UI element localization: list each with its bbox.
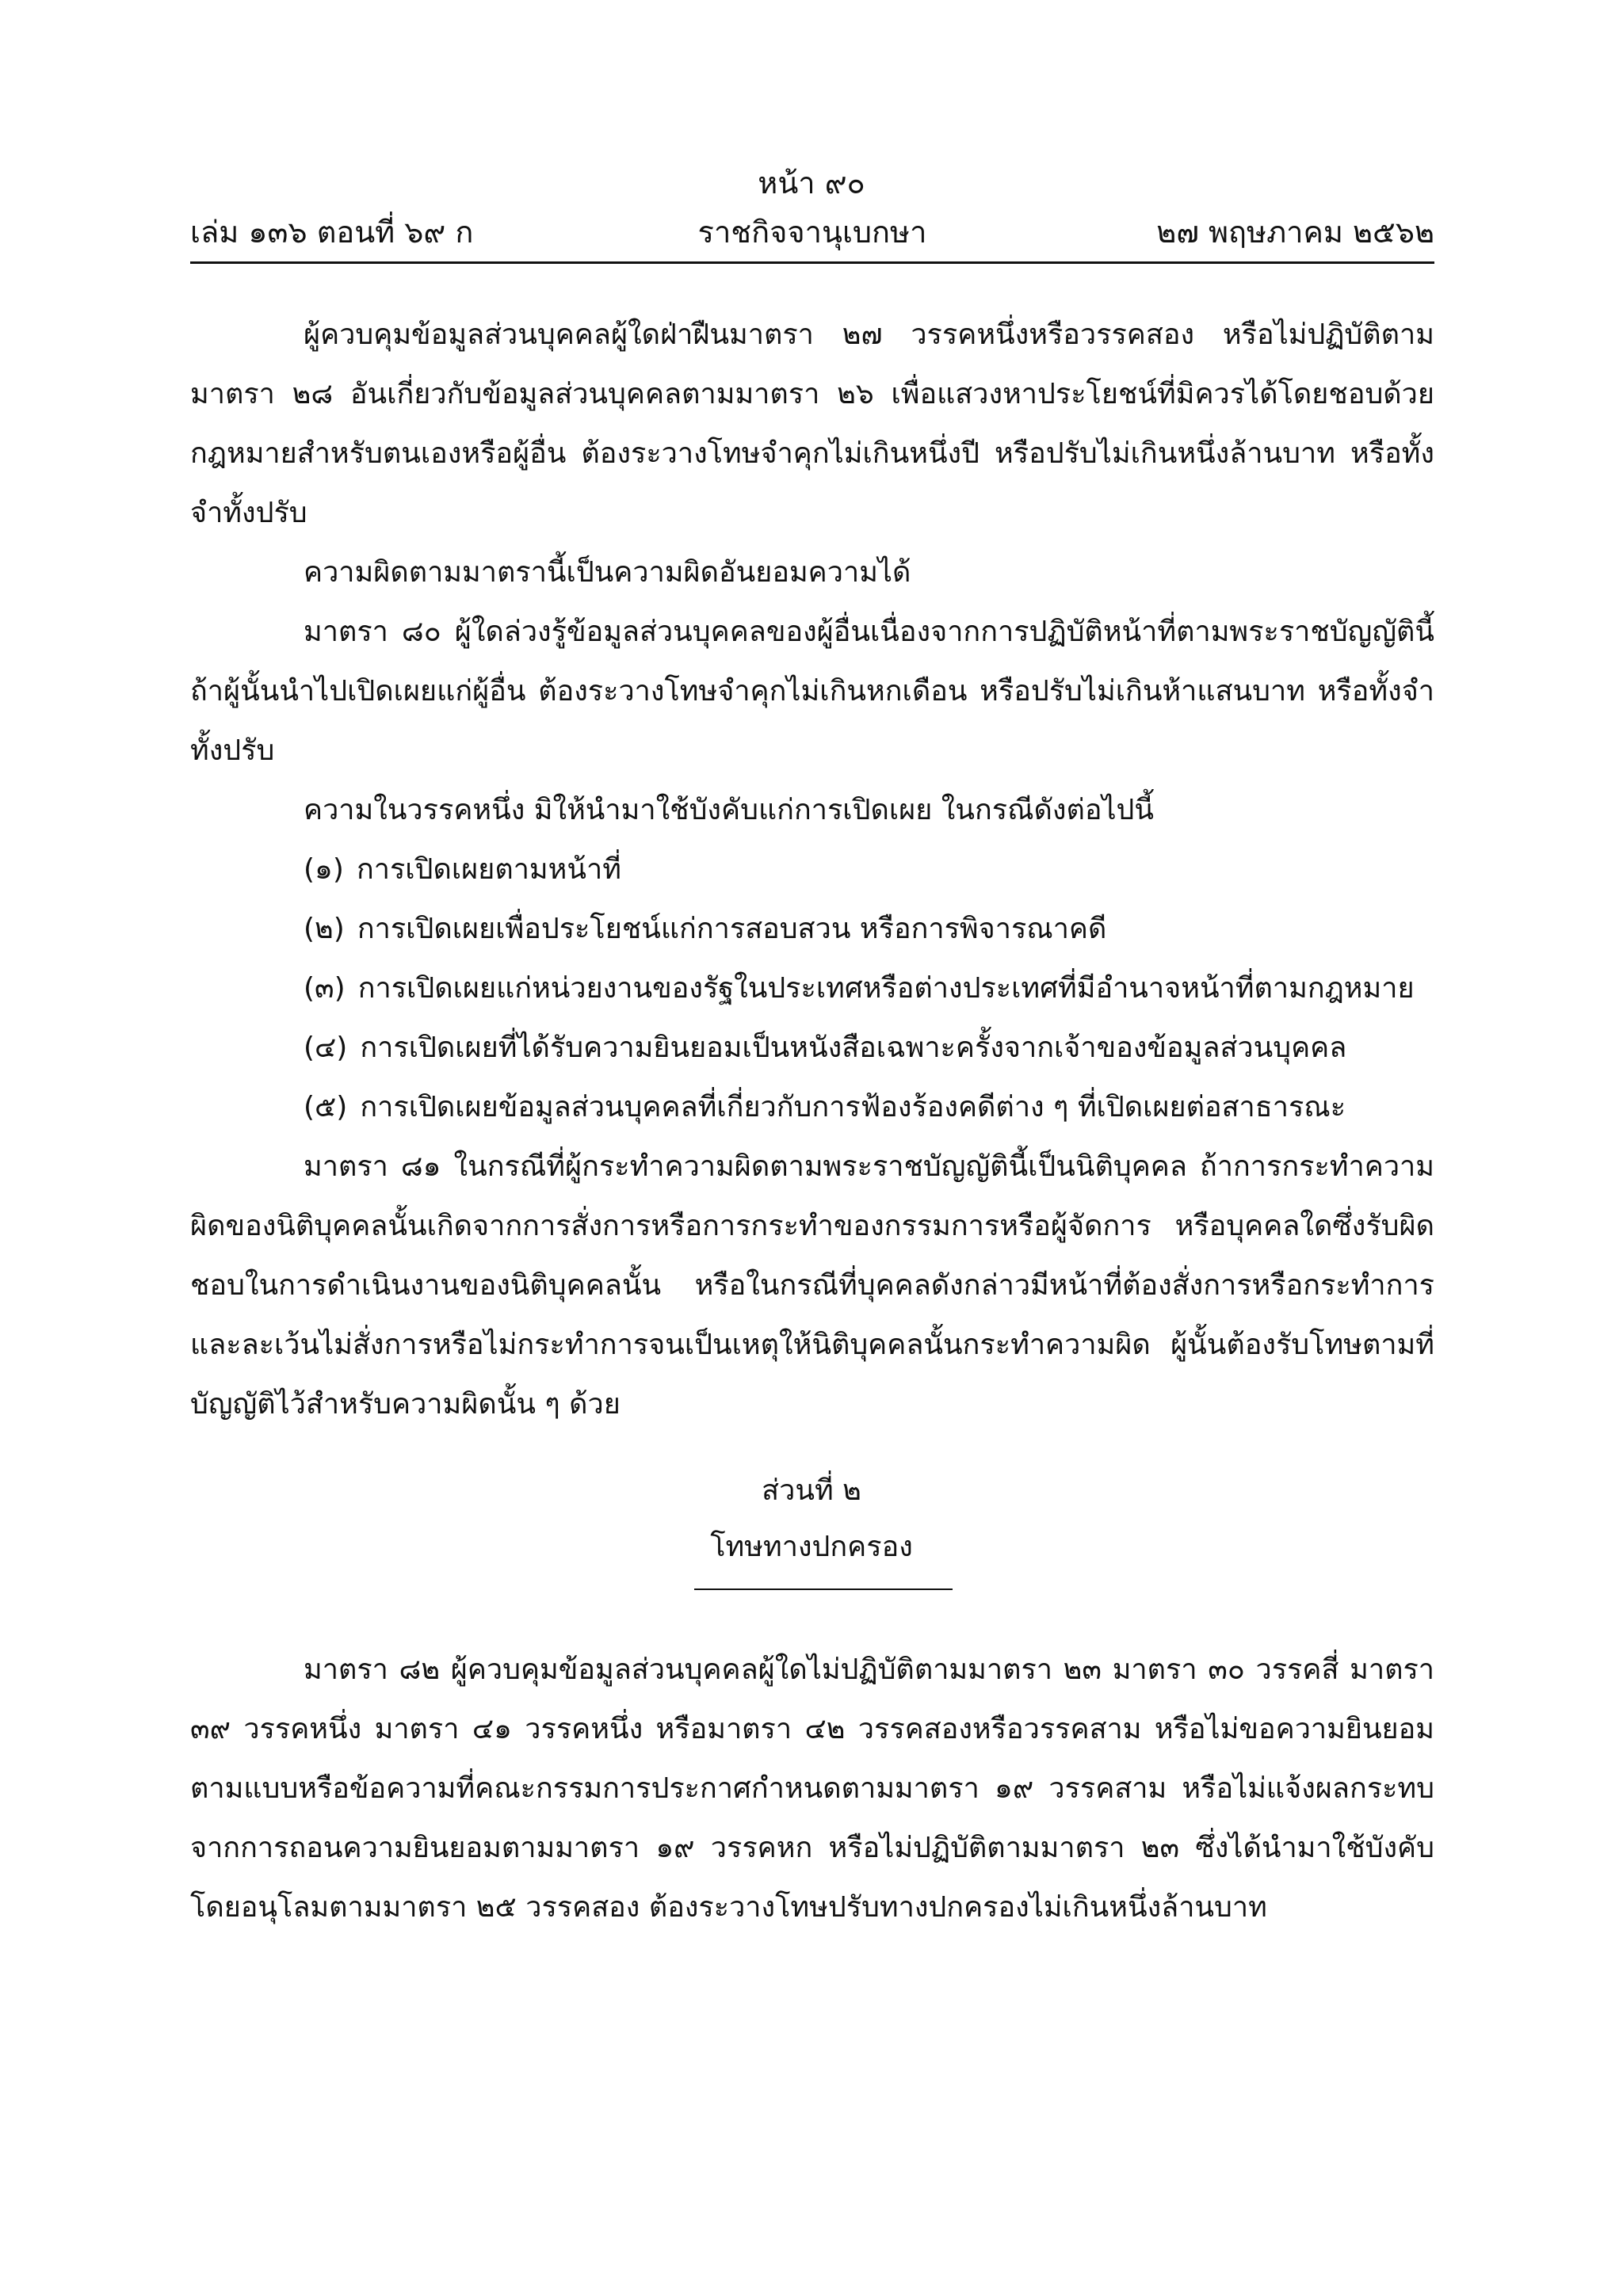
- paragraph-section-81: มาตรา ๘๑ ในกรณีที่ผู้กระทำความผิดตามพระราชบัญญัตินี้เป็นนิติบุคคล ถ้าการกระทำความผิดของนิติบุคคลนั้นเกิดจากการสั่งการหรือการกระทำของกรรมการหรือผู้จัดการ หรือบุคคลใดซึ่งรับผิดชอบในการดำเนินงานของนิติบุคคลนั้น หรือในกรณีที่บุคคลดังกล่าวมีหน้าที่ต้องสั่งการหรือกระทำการและละเว้นไม่สั่งการหรือไม่กระทำการจนเป็นเหตุให้นิติบุคคลนั้นกระทำความผิด ผู้นั้นต้องรับโทษตามที่บัญญัติไว้สำหรับความผิดนั้น ๆ ด้วย: [190, 1150, 1434, 1421]
- list-item-number: (๔): [304, 1032, 348, 1064]
- list-item: [304, 840, 1434, 899]
- paragraph-section-80: มาตรา ๘๐ ผู้ใดล่วงรู้ข้อมูลส่วนบุคคลของผู้อื่นเนื่องจากการปฏิบัติหน้าที่ตามพระราชบัญญัตินี้ ถ้าผู้นั้นนำไปเปิดเผยแก่ผู้อื่น ต้องระวางโทษจำคุกไม่เกินหกเดือน หรือปรับไม่เกินห้าแสนบาท หรือทั้งจำทั้งปรับ: [190, 616, 1434, 767]
- page-number: หน้า ๙๐: [758, 166, 865, 200]
- part-divider: [694, 1589, 953, 1590]
- paragraph-exceptions-intro: ความในวรรคหนึ่ง มิให้นำมาใช้บังคับแก่การเปิดเผย ในกรณีดังต่อไปนี้: [304, 794, 1155, 826]
- paragraph-section-82: มาตรา ๘๒ ผู้ควบคุมข้อมูลส่วนบุคคลผู้ใดไม่ปฏิบัติตามมาตรา ๒๓ มาตรา ๓๐ วรรคสี่ มาตรา ๓๙ วรรคหนึ่ง มาตรา ๔๑ วรรคหนึ่ง หรือมาตรา ๔๒ วรรคสองหรือวรรคสาม หรือไม่ขอความยินยอมตามแบบหรือข้อความที่คณะกรรมการประกาศกำหนดตามมาตรา ๑๙ วรรคสาม หรือไม่แจ้งผลกระทบจากการถอนความยินยอมตามมาตรา ๑๙ วรรคหก หรือไม่ปฏิบัติตามมาตรา ๒๓ ซึ่งได้นำมาใช้บังคับโดยอนุโลมตามมาตรา ๒๕ วรรคสอง ต้องระวางโทษปรับทางปกครองไม่เกินหนึ่งล้านบาท: [190, 1653, 1434, 1924]
- list-item-text: การเปิดเผยเพื่อประโยชน์แก่การสอบสวน หรือการพิจารณาคดี: [357, 913, 1107, 945]
- list-item-text: การเปิดเผยที่ได้รับความยินยอมเป็นหนังสือเฉพาะครั้งจากเจ้าของข้อมูลส่วนบุคคล: [360, 1032, 1347, 1064]
- list-item-text: การเปิดเผยตามหน้าที่: [356, 853, 621, 886]
- part-title: โทษทางปกครอง: [710, 1531, 913, 1563]
- gazette-name: ราชกิจจานุเบกษา: [697, 215, 927, 250]
- list-item-text: การเปิดเผยข้อมูลส่วนบุคคลที่เกี่ยวกับการฟ้องร้องคดีต่าง ๆ ที่เปิดเผยต่อสาธารณะ: [360, 1091, 1346, 1123]
- header-divider: [190, 261, 1434, 264]
- volume-issue: เล่ม ๑๓๖ ตอนที่ ๖๙ ก: [190, 215, 474, 250]
- paragraph-compoundable-offence: ความผิดตามมาตรานี้เป็นความผิดอันยอมความได้: [304, 556, 911, 589]
- list-item-number: (๓): [304, 972, 346, 1005]
- publication-date: ๒๗ พฤษภาคม ๒๕๖๒: [1156, 215, 1434, 250]
- paragraph-section-79: ผู้ควบคุมข้อมูลส่วนบุคคลผู้ใดฝ่าฝืนมาตรา ๒๗ วรรคหนึ่งหรือวรรคสอง หรือไม่ปฏิบัติตามมาตรา ๒๘ อันเกี่ยวกับข้อมูลส่วนบุคคลตามมาตรา ๒๖ เพื่อแสวงหาประโยชน์ที่มิควรได้โดยชอบด้วยกฎหมายสำหรับตนเองหรือผู้อื่น ต้องระวางโทษจำคุกไม่เกินหนึ่งปี หรือปรับไม่เกินหนึ่งล้านบาท หรือทั้งจำทั้งปรับ: [190, 318, 1434, 529]
- list-item-number: (๒): [304, 913, 345, 945]
- list-item-number: (๕): [304, 1091, 348, 1123]
- list-item: [304, 1018, 1434, 1077]
- list-item: [304, 1077, 1434, 1137]
- list-item-number: (๑): [304, 853, 344, 886]
- list-item: [304, 959, 1434, 1018]
- list-item-text: การเปิดเผยแก่หน่วยงานของรัฐในประเทศหรือต่างประเทศที่มีอำนาจหน้าที่ตามกฎหมาย: [357, 972, 1415, 1005]
- list-item: [304, 899, 1434, 959]
- part-number: ส่วนที่ ๒: [762, 1474, 861, 1507]
